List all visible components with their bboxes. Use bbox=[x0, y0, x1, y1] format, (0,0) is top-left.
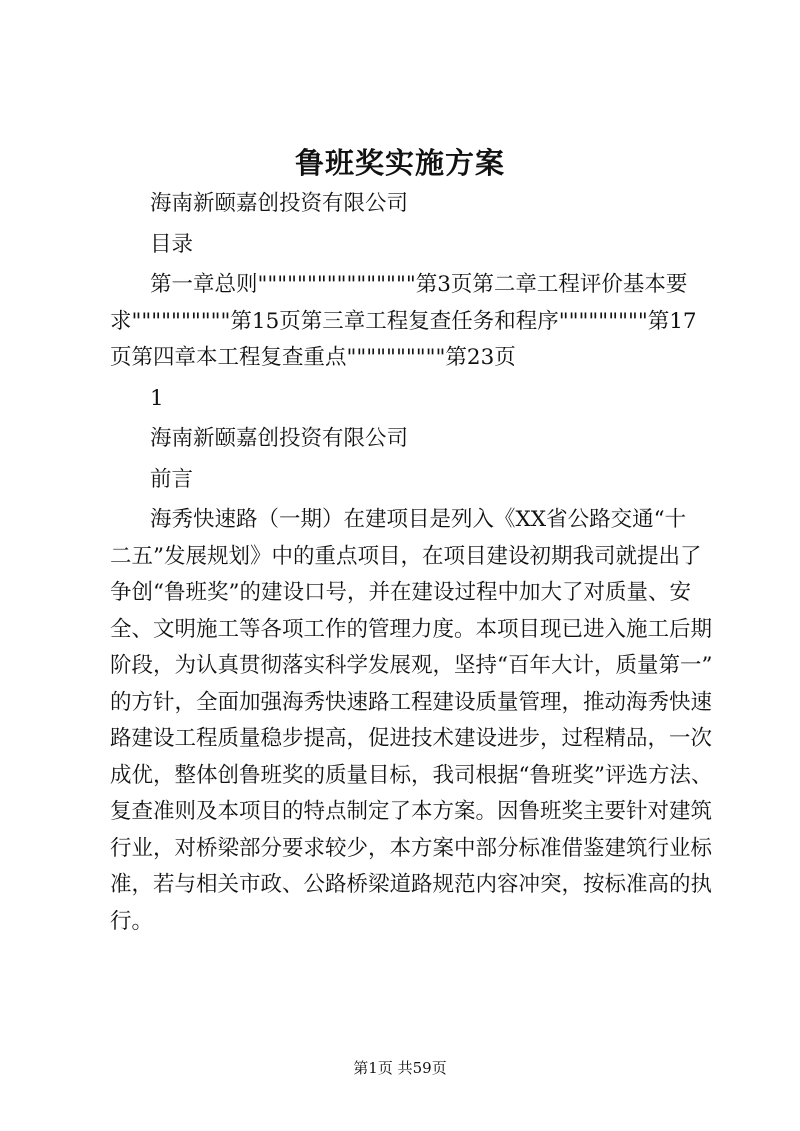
preface-line: 二五”发展规划》中的重点项目，在项目建设初期我司就提出了 bbox=[110, 543, 702, 569]
company-name: 海南新颐嘉创投资有限公司 bbox=[150, 426, 409, 451]
preface-line: 路建设工程质量稳步提高，促进技术建设进步，过程精品，一次 bbox=[110, 726, 713, 751]
toc-heading: 目录 bbox=[150, 231, 194, 257]
preface-heading: 前言 bbox=[150, 466, 194, 492]
preface-line: 全、文明施工等各项工作的管理力度。本项目现已进入施工后期 bbox=[110, 616, 713, 642]
preface-line: 争创“鲁班奖”的建设口号，并在建设过程中加大了对质量、安 bbox=[110, 580, 691, 605]
preface-line: 行业，对桥梁部分要求较少，本方案中部分标准借鉴建筑行业标 bbox=[110, 835, 713, 861]
document-body bbox=[110, 186, 713, 940]
preface-line: 行。 bbox=[110, 908, 154, 934]
preface-line: 复查准则及本项目的特点制定了本方案。因鲁班奖主要针对建筑 bbox=[110, 799, 713, 824]
company-name: 海南新颐嘉创投资有限公司 bbox=[150, 191, 409, 216]
preface-line: 阶段，为认真贯彻落实科学发展观，坚持“百年大计，质量第一” bbox=[110, 653, 713, 678]
page-footer: 第1页 共59页 bbox=[353, 1059, 447, 1077]
preface-line: 成优，整体创鲁班奖的质量目标，我司根据“鲁班奖”评选方法、 bbox=[110, 762, 713, 788]
preface-line: 海秀快速路（一期）在建项目是列入《XX省公路交通“十 bbox=[150, 507, 687, 532]
toc-line: 第一章总则""""""""""""""""第3页第二章工程评价基本要 bbox=[150, 272, 688, 297]
document-title: 鲁班奖实施方案 bbox=[294, 146, 505, 180]
page-marker: 1 bbox=[150, 385, 164, 411]
preface-line: 的方针，全面加强海秀快速路工程建设质量管理，推动海秀快速 bbox=[110, 689, 713, 715]
toc-line: 求""""""""""第15页第三章工程复查任务和程序"""""""""第17 bbox=[110, 308, 697, 334]
preface-line: 准，若与相关市政、公路桥梁道路规范内容冲突，按标准高的执 bbox=[110, 872, 713, 897]
toc-line: 页第四章本工程复查重点""""""""""第23页 bbox=[110, 345, 516, 370]
